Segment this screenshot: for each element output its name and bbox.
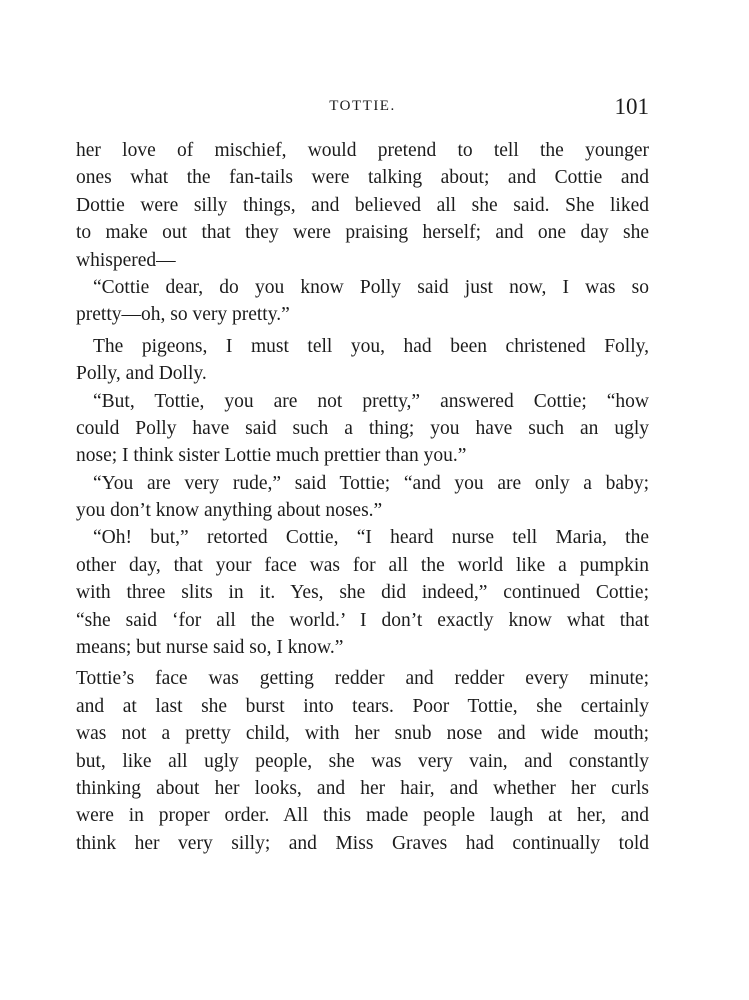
text-line: “she said ‘for all the world.’ I don’t exactly know what that — [76, 609, 649, 631]
text-line: “Oh! but,” retorted Cottie, “I heard nurse tell Maria, the — [93, 527, 649, 549]
text-line: to make out that they were praising herself; and one day she — [76, 222, 649, 244]
text-line: ones what the fan-tails were talking about; and Cottie and — [76, 167, 649, 189]
text-line: with three slits in it. Yes, she did indeed,” continued Cottie; — [76, 582, 649, 604]
text-line: and at last she burst into tears. Poor Tottie, she certainly — [76, 695, 649, 717]
text-line: other day, that your face was for all the world like a pumpkin — [76, 554, 649, 576]
page-header — [76, 94, 649, 124]
text-line: her love of mischief, would pretend to tell the younger — [76, 140, 649, 161]
text-line: Polly, and Dolly. — [76, 363, 207, 385]
text-line: you don’t know anything about noses.” — [76, 500, 383, 522]
text-line: could Polly have said such a thing; you have such an ugly — [76, 417, 649, 439]
text-line: “But, Tottie, you are not pretty,” answered Cottie; “how — [93, 390, 649, 412]
body-text — [76, 137, 649, 857]
text-line: was not a pretty child, with her snub nose and wide mouth; — [76, 723, 649, 745]
text-line: nose; I think sister Lottie much prettier than you.” — [76, 445, 467, 467]
text-line: The pigeons, I must tell you, had been christened Folly, — [93, 335, 649, 357]
text-line: pretty—oh, so very pretty.” — [76, 304, 290, 326]
running-head: TOTTIE. — [329, 98, 396, 114]
text-line: thinking about her looks, and her hair, and whether her curls — [76, 777, 649, 799]
text-line: “Cottie dear, do you know Polly said just now, I was so — [93, 276, 649, 298]
text-line: were in proper order. All this made people laugh at her, and — [76, 805, 649, 827]
text-line: whispered— — [76, 249, 176, 271]
text-line: “You are very rude,” said Tottie; “and you are only a baby; — [93, 472, 649, 494]
text-line: but, like all ugly people, she was very vain, and constantly — [76, 750, 649, 772]
text-line: Dottie were silly things, and believed all she said. She liked — [76, 194, 649, 216]
text-line: think her very silly; and Miss Graves had continually told — [76, 832, 649, 854]
text-line: Tottie’s face was getting redder and redder every minute; — [76, 668, 649, 690]
page-number: 101 — [614, 94, 649, 119]
text-line: means; but nurse said so, I know.” — [76, 637, 344, 659]
